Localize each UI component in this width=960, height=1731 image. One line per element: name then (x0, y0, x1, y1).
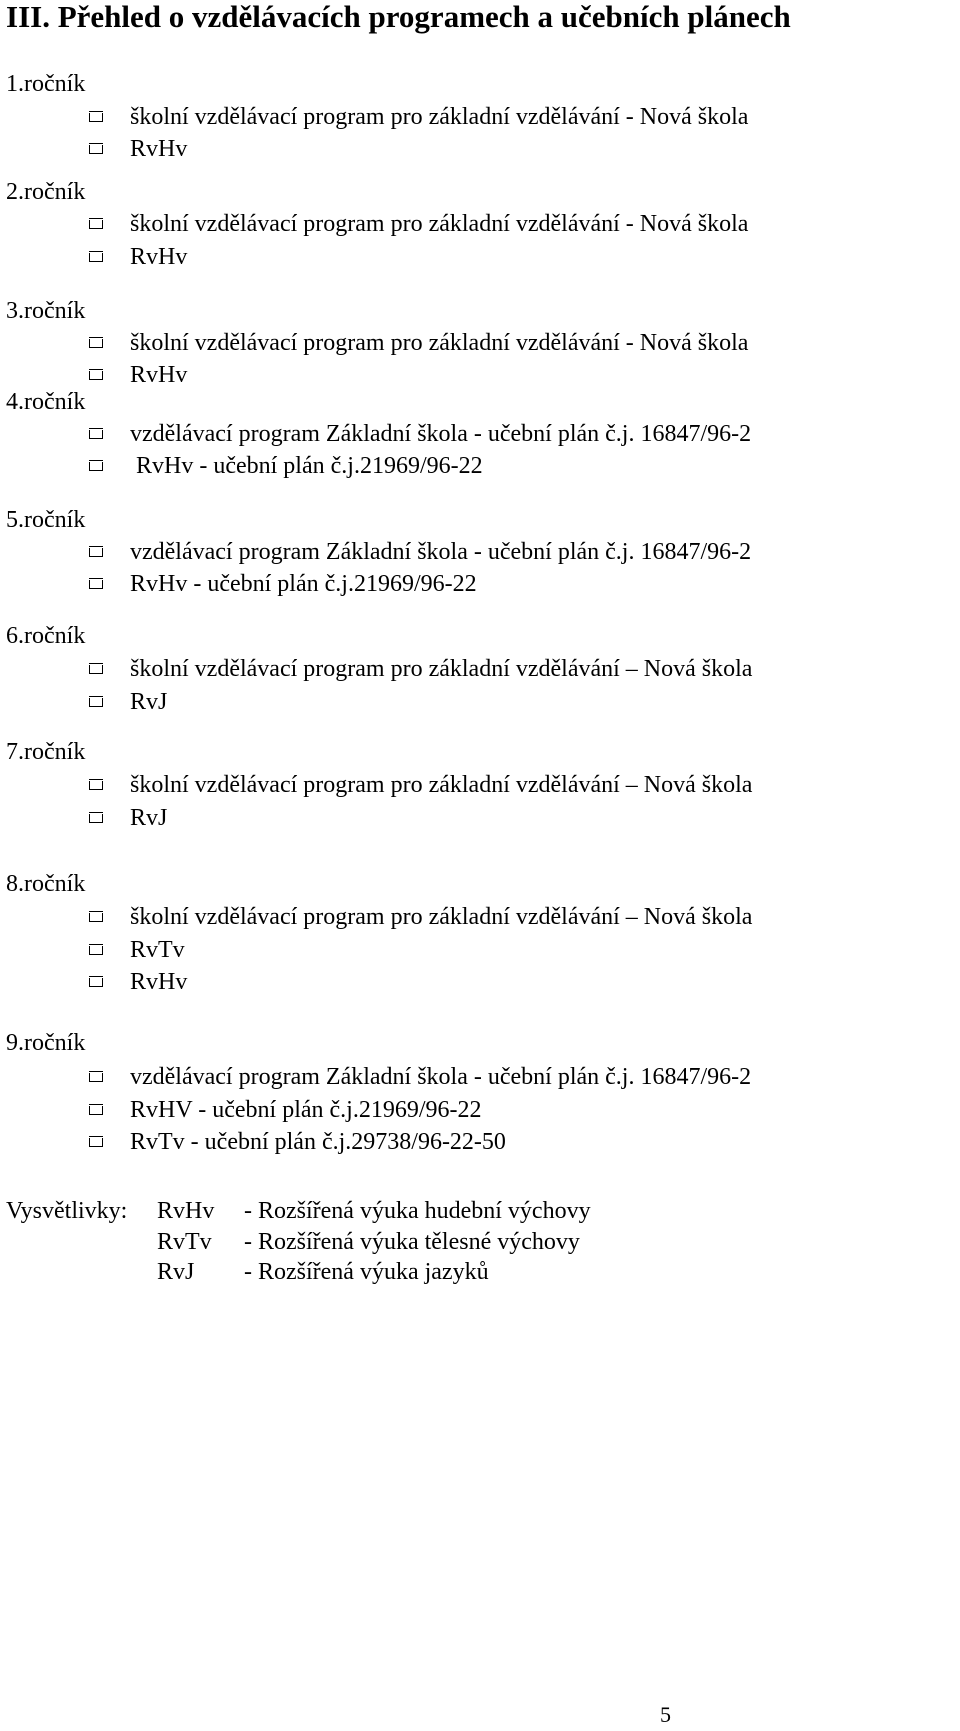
grade-3-item-2: RvHv (88, 361, 187, 389)
bullet-icon (88, 688, 110, 716)
bullet-icon (88, 210, 110, 238)
bullet-icon (88, 452, 110, 480)
grade-9-label: 9.ročník (6, 1030, 86, 1056)
grade-8-item-3: RvHv (88, 968, 187, 996)
legend-row (0, 1197, 960, 1225)
grade-5-item-1: vzdělávací program Základní škola - učební plán č.j. 16847/96-2 (88, 538, 751, 566)
bullet-icon (88, 570, 110, 598)
page-number: 5 (660, 1702, 671, 1727)
grade-2-label: 2.ročník (6, 179, 86, 205)
bullet-icon (88, 361, 110, 389)
legend-abbr: RvHv (157, 1198, 215, 1224)
legend-label: Vysvětlivky: (6, 1198, 128, 1224)
grade-2-item-1: školní vzdělávací program pro základní vzdělávání - Nová škola (88, 210, 748, 238)
grade-3-item-1: školní vzdělávací program pro základní vzdělávání - Nová škola (88, 329, 748, 357)
grade-5-item-2: RvHv - učební plán č.j.21969/96-22 (88, 570, 477, 598)
legend-desc: - Rozšířená výuka tělesné výchovy (244, 1229, 580, 1255)
bullet-icon (88, 538, 110, 566)
bullet-icon (88, 103, 110, 131)
grade-8-label: 8.ročník (6, 871, 86, 897)
grade-8-item-2: RvTv (88, 936, 185, 964)
grade-4-label: 4.ročník (6, 389, 86, 415)
grade-9-item-1: vzdělávací program Základní škola - učební plán č.j. 16847/96-2 (88, 1063, 751, 1091)
legend-row (0, 1258, 960, 1286)
grade-1-item-2: RvHv (88, 135, 187, 163)
bullet-icon (88, 1063, 110, 1091)
grade-7-item-1: školní vzdělávací program pro základní vzdělávání – Nová škola (88, 771, 752, 799)
grade-5-label: 5.ročník (6, 507, 86, 533)
legend-row (0, 1228, 960, 1256)
bullet-icon (88, 804, 110, 832)
bullet-icon (88, 903, 110, 931)
bullet-icon (88, 771, 110, 799)
legend-abbr: RvJ (157, 1259, 195, 1285)
grade-6-item-2: RvJ (88, 688, 167, 716)
legend-abbr: RvTv (157, 1229, 212, 1255)
bullet-icon (88, 1096, 110, 1124)
page-title: III. Přehled o vzdělávacích programech a učebních plánech (6, 0, 791, 34)
legend-desc: - Rozšířená výuka jazyků (244, 1259, 489, 1285)
grade-9-item-2: RvHV - učební plán č.j.21969/96-22 (88, 1096, 482, 1124)
grade-3-label: 3.ročník (6, 298, 86, 324)
legend-desc: - Rozšířená výuka hudební výchovy (244, 1198, 591, 1224)
grade-1-item-1: školní vzdělávací program pro základní vzdělávání - Nová škola (88, 103, 748, 131)
grade-4-item-1: vzdělávací program Základní škola - učební plán č.j. 16847/96-2 (88, 420, 751, 448)
bullet-icon (88, 1128, 110, 1156)
grade-7-label: 7.ročník (6, 739, 86, 765)
grade-6-item-1: školní vzdělávací program pro základní vzdělávání – Nová škola (88, 655, 752, 683)
bullet-icon (88, 243, 110, 271)
bullet-icon (88, 968, 110, 996)
bullet-icon (88, 135, 110, 163)
grade-9-item-3: RvTv - učební plán č.j.29738/96-22-50 (88, 1128, 506, 1156)
grade-8-item-1: školní vzdělávací program pro základní vzdělávání – Nová škola (88, 903, 752, 931)
bullet-icon (88, 420, 110, 448)
bullet-icon (88, 936, 110, 964)
grade-4-item-2: RvHv - učební plán č.j.21969/96-22 (88, 452, 483, 480)
grade-6-label: 6.ročník (6, 623, 86, 649)
grade-1-label: 1.ročník (6, 71, 86, 97)
bullet-icon (88, 655, 110, 683)
grade-2-item-2: RvHv (88, 243, 187, 271)
bullet-icon (88, 329, 110, 357)
grade-7-item-2: RvJ (88, 804, 167, 832)
